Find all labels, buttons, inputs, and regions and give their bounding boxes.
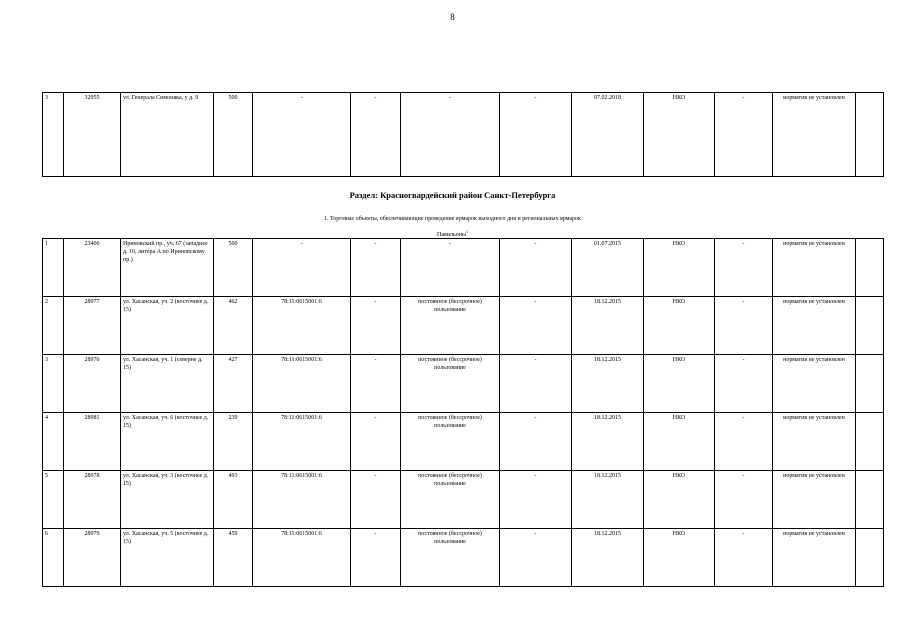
section-subtitle: 1. Торговые объекты, обеспечивающие проведение ярмарок выходного дня и региональных ярмарок [324, 216, 581, 222]
table-row [43, 93, 884, 177]
cell-date: 18.12.2015 [572, 355, 644, 413]
cell-col13 [856, 297, 884, 355]
cell-cadastral: - [253, 239, 351, 297]
cell-col8: - [500, 471, 572, 529]
section-title: Раздел: Красногвардейский район Санкт-Петербурга [349, 190, 556, 200]
cell-area: 493 [214, 471, 253, 529]
main-table [42, 238, 884, 587]
cell-col6: - [351, 413, 401, 471]
cell-type: НКО [644, 297, 715, 355]
cell-cadastral: - [253, 93, 351, 177]
cell-type: НКО [644, 413, 715, 471]
cell-area: 500 [214, 93, 253, 177]
cell-use: постоянное (бессрочное) пользование [401, 529, 500, 587]
cell-id: 28979 [64, 529, 121, 587]
cell-norm: норматив не установлен [773, 529, 856, 587]
cell-col8: - [500, 297, 572, 355]
table-row [43, 529, 884, 587]
cell-area: 239 [214, 413, 253, 471]
cell-use: - [401, 239, 500, 297]
cell-area: 459 [214, 529, 253, 587]
cell-num: 5 [43, 471, 64, 529]
cell-date: 18.12.2015 [572, 297, 644, 355]
cell-norm: норматив не установлен [773, 239, 856, 297]
cell-use: постоянное (бессрочное) пользование [401, 355, 500, 413]
cell-num: 6 [43, 529, 64, 587]
cell-use: постоянное (бессрочное) пользование [401, 297, 500, 355]
cell-address: ул. Хасанская, уч. 1 (северне д. 15) [121, 355, 214, 413]
cell-col6: - [351, 297, 401, 355]
cell-col11: - [715, 529, 773, 587]
cell-cadastral: 78:11:0615001:6 [253, 471, 351, 529]
cell-col11: - [715, 297, 773, 355]
table-row [43, 471, 884, 529]
cell-id: 28977 [64, 297, 121, 355]
group-label [0, 229, 905, 238]
cell-cadastral: 78:11:0615001:6 [253, 413, 351, 471]
cell-num: 3 [43, 355, 64, 413]
cell-type: НКО [644, 93, 715, 177]
cell-col13 [856, 239, 884, 297]
cell-col6: - [351, 355, 401, 413]
cell-col6: - [351, 239, 401, 297]
cell-cadastral: 78:11:0615001:6 [253, 529, 351, 587]
cell-id: 28978 [64, 471, 121, 529]
cell-col6: - [351, 529, 401, 587]
cell-norm: норматив не установлен [773, 93, 856, 177]
cell-type: НКО [644, 529, 715, 587]
cell-use: постоянное (бессрочное) пользование [401, 413, 500, 471]
cell-col8: - [500, 239, 572, 297]
cell-norm: норматив не установлен [773, 297, 856, 355]
cell-col13 [856, 413, 884, 471]
cell-col13 [856, 471, 884, 529]
cell-col11: - [715, 355, 773, 413]
cell-area: 462 [214, 297, 253, 355]
group-label-text: Павильоны [436, 232, 466, 238]
cell-norm: норматив не установлен [773, 413, 856, 471]
cell-col11: - [715, 471, 773, 529]
cell-cadastral: 78:11:0615001:6 [253, 355, 351, 413]
top-table [42, 92, 884, 177]
cell-id: 32955 [64, 93, 121, 177]
cell-area: 427 [214, 355, 253, 413]
cell-norm: норматив не установлен [773, 471, 856, 529]
table-row [43, 355, 884, 413]
cell-address: ул. Хасанская, уч. 5 (восточнее д. 15) [121, 529, 214, 587]
cell-date: 18.12.2015 [572, 413, 644, 471]
cell-address: ул. Хасанская, уч. 6 (восточнее д. 15) [121, 413, 214, 471]
group-label-footnote: 1 [466, 229, 468, 234]
cell-id: 23406 [64, 239, 121, 297]
cell-num: 3 [43, 93, 64, 177]
cell-col6: - [351, 471, 401, 529]
cell-col11: - [715, 239, 773, 297]
cell-num: 2 [43, 297, 64, 355]
cell-col6: - [351, 93, 401, 177]
cell-id: 28981 [64, 413, 121, 471]
cell-area: 500 [214, 239, 253, 297]
cell-col11: - [715, 413, 773, 471]
cell-col8: - [500, 413, 572, 471]
cell-date: 18.12.2015 [572, 529, 644, 587]
cell-date: 07.02.2018 [572, 93, 644, 177]
cell-col8: - [500, 355, 572, 413]
cell-norm: норматив не установлен [773, 355, 856, 413]
cell-date: 01.07.2015 [572, 239, 644, 297]
cell-address: ул. Хасанская, уч. 3 (восточнее д. 15) [121, 471, 214, 529]
cell-use: - [401, 93, 500, 177]
cell-type: НКО [644, 471, 715, 529]
cell-num: 4 [43, 413, 64, 471]
page-number: 8 [450, 12, 455, 22]
cell-type: НКО [644, 239, 715, 297]
cell-num: 1 [43, 239, 64, 297]
cell-address: Ириновский пр., уч. 67 (западнее д. 10, литера А по Ириновскому пр.) [121, 239, 214, 297]
cell-date: 18.12.2015 [572, 471, 644, 529]
cell-col8: - [500, 529, 572, 587]
cell-address: ул. Генерала Симоняка, у д. 9 [121, 93, 214, 177]
cell-cadastral: 78:11:0615001:6 [253, 297, 351, 355]
cell-col13 [856, 355, 884, 413]
cell-type: НКО [644, 355, 715, 413]
table-row [43, 297, 884, 355]
table-row [43, 239, 884, 297]
cell-id: 28976 [64, 355, 121, 413]
cell-col13 [856, 529, 884, 587]
cell-address: ул. Хасанская, уч. 2 (восточнее д. 15) [121, 297, 214, 355]
cell-col8: - [500, 93, 572, 177]
cell-col13 [856, 93, 884, 177]
cell-col11: - [715, 93, 773, 177]
table-row [43, 413, 884, 471]
cell-use: постоянное (бессрочное) пользование [401, 471, 500, 529]
